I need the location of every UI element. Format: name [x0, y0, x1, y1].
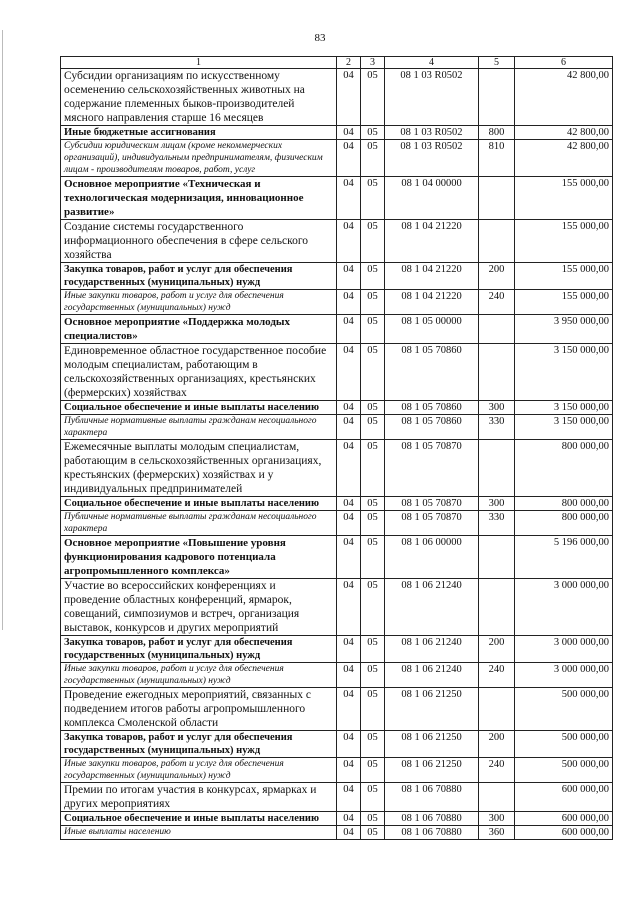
table-row: [61, 220, 613, 263]
row-subsection-cell: 05: [361, 344, 385, 401]
row-section-cell: 04: [337, 826, 361, 840]
row-target-code-cell: 08 1 03 R0502: [385, 140, 479, 177]
row-subsection-cell: 05: [361, 636, 385, 663]
row-amount-cell: 5 196 000,00: [515, 536, 613, 579]
row-subsection-cell: 05: [361, 812, 385, 826]
column-header: 3: [361, 57, 385, 69]
row-subsection-cell: 05: [361, 440, 385, 497]
row-target-code-cell: 08 1 06 00000: [385, 536, 479, 579]
row-amount-cell: 800 000,00: [515, 497, 613, 511]
row-target-code-cell: 08 1 06 21250: [385, 758, 479, 783]
row-name-cell: Проведение ежегодных мероприятий, связанных с подведением итогов работы агропромышленного комплекса Смоленской области: [61, 688, 337, 731]
row-name-cell: Иные закупки товаров, работ и услуг для обеспечения государственных (муниципальных) нужд: [61, 663, 337, 688]
row-amount-cell: 500 000,00: [515, 688, 613, 731]
row-target-code-cell: 08 1 05 70860: [385, 415, 479, 440]
row-amount-cell: 3 150 000,00: [515, 415, 613, 440]
row-name-cell: Создание системы государственного информационного обеспечения в сфере сельского хозяйства: [61, 220, 337, 263]
table-body: [61, 69, 613, 840]
row-expense-type-cell: 800: [479, 126, 515, 140]
table-row: [61, 826, 613, 840]
row-subsection-cell: 05: [361, 783, 385, 812]
row-name-cell: Субсидии юридическим лицам (кроме некоммерческих организаций), индивидуальным предпринимателям, физическим лицам - производителям товаров, работ, услуг: [61, 140, 337, 177]
row-name-cell: Иные закупки товаров, работ и услуг для обеспечения государственных (муниципальных) нужд: [61, 758, 337, 783]
column-header: 4: [385, 57, 479, 69]
row-section-cell: 04: [337, 536, 361, 579]
row-section-cell: 04: [337, 636, 361, 663]
row-target-code-cell: 08 1 05 70860: [385, 401, 479, 415]
row-target-code-cell: 08 1 06 21250: [385, 688, 479, 731]
row-subsection-cell: 05: [361, 826, 385, 840]
row-expense-type-cell: 240: [479, 290, 515, 315]
row-target-code-cell: 08 1 05 00000: [385, 315, 479, 344]
row-amount-cell: 42 800,00: [515, 69, 613, 126]
row-expense-type-cell: [479, 344, 515, 401]
row-amount-cell: 3 000 000,00: [515, 636, 613, 663]
page-number: 83: [314, 32, 326, 44]
page-edge-mark: [2, 30, 3, 630]
row-subsection-cell: 05: [361, 579, 385, 636]
row-expense-type-cell: [479, 69, 515, 126]
row-subsection-cell: 05: [361, 290, 385, 315]
row-name-cell: Закупка товаров, работ и услуг для обеспечения государственных (муниципальных) нужд: [61, 263, 337, 290]
row-amount-cell: 500 000,00: [515, 731, 613, 758]
row-expense-type-cell: 810: [479, 140, 515, 177]
row-section-cell: 04: [337, 177, 361, 220]
row-name-cell: Основное мероприятие «Поддержка молодых специалистов»: [61, 315, 337, 344]
row-subsection-cell: 05: [361, 177, 385, 220]
row-expense-type-cell: 200: [479, 731, 515, 758]
row-target-code-cell: 08 1 06 21240: [385, 636, 479, 663]
row-amount-cell: 155 000,00: [515, 263, 613, 290]
row-section-cell: 04: [337, 344, 361, 401]
table-row: [61, 401, 613, 415]
row-name-cell: Участие во всероссийских конференциях и проведение областных конференций, ярмарок, совещаний, симпозиумов и встреч, организация выставок, конкурсов и других мероприятий: [61, 579, 337, 636]
row-target-code-cell: 08 1 06 70880: [385, 812, 479, 826]
row-target-code-cell: 08 1 05 70860: [385, 344, 479, 401]
row-expense-type-cell: 330: [479, 415, 515, 440]
table-row: [61, 579, 613, 636]
row-target-code-cell: 08 1 05 70870: [385, 440, 479, 497]
row-amount-cell: 600 000,00: [515, 783, 613, 812]
row-section-cell: 04: [337, 69, 361, 126]
row-section-cell: 04: [337, 126, 361, 140]
row-amount-cell: 3 950 000,00: [515, 315, 613, 344]
row-subsection-cell: 05: [361, 415, 385, 440]
row-expense-type-cell: [479, 315, 515, 344]
row-section-cell: 04: [337, 440, 361, 497]
row-name-cell: Основное мероприятие «Повышение уровня функционирования кадрового потенциала агропромышленного комплекса»: [61, 536, 337, 579]
row-expense-type-cell: 240: [479, 758, 515, 783]
column-header: 5: [479, 57, 515, 69]
row-target-code-cell: 08 1 03 R0502: [385, 126, 479, 140]
row-name-cell: Закупка товаров, работ и услуг для обеспечения государственных (муниципальных) нужд: [61, 636, 337, 663]
row-subsection-cell: 05: [361, 315, 385, 344]
row-target-code-cell: 08 1 06 21250: [385, 731, 479, 758]
table-row: [61, 783, 613, 812]
row-section-cell: 04: [337, 663, 361, 688]
table-row: [61, 140, 613, 177]
table-row: [61, 731, 613, 758]
row-section-cell: 04: [337, 497, 361, 511]
row-section-cell: 04: [337, 783, 361, 812]
row-section-cell: 04: [337, 812, 361, 826]
row-section-cell: 04: [337, 415, 361, 440]
row-section-cell: 04: [337, 263, 361, 290]
row-expense-type-cell: 240: [479, 663, 515, 688]
row-subsection-cell: 05: [361, 663, 385, 688]
row-amount-cell: 155 000,00: [515, 220, 613, 263]
row-amount-cell: 3 000 000,00: [515, 663, 613, 688]
row-name-cell: Закупка товаров, работ и услуг для обеспечения государственных (муниципальных) нужд: [61, 731, 337, 758]
row-target-code-cell: 08 1 05 70870: [385, 511, 479, 536]
row-name-cell: Субсидии организациям по искусственному осеменению сельскохозяйственных животных на содержание племенных быков-производителей мясного направления старше 16 месяцев: [61, 69, 337, 126]
table-row: [61, 812, 613, 826]
column-header: 2: [337, 57, 361, 69]
table-row: [61, 126, 613, 140]
row-amount-cell: 42 800,00: [515, 126, 613, 140]
row-section-cell: 04: [337, 220, 361, 263]
row-name-cell: Социальное обеспечение и иные выплаты населению: [61, 401, 337, 415]
row-expense-type-cell: 300: [479, 812, 515, 826]
table-row: [61, 290, 613, 315]
row-subsection-cell: 05: [361, 511, 385, 536]
table-row: [61, 69, 613, 126]
row-subsection-cell: 05: [361, 140, 385, 177]
row-section-cell: 04: [337, 511, 361, 536]
column-header: 1: [61, 57, 337, 69]
row-expense-type-cell: [479, 688, 515, 731]
row-subsection-cell: 05: [361, 126, 385, 140]
row-name-cell: Публичные нормативные выплаты гражданам несоциального характера: [61, 511, 337, 536]
column-header: 6: [515, 57, 613, 69]
row-section-cell: 04: [337, 140, 361, 177]
row-subsection-cell: 05: [361, 220, 385, 263]
row-amount-cell: 155 000,00: [515, 177, 613, 220]
row-expense-type-cell: 330: [479, 511, 515, 536]
row-subsection-cell: 05: [361, 731, 385, 758]
row-amount-cell: 600 000,00: [515, 812, 613, 826]
row-name-cell: Социальное обеспечение и иные выплаты населению: [61, 812, 337, 826]
row-target-code-cell: 08 1 06 70880: [385, 826, 479, 840]
row-amount-cell: 3 150 000,00: [515, 401, 613, 415]
row-section-cell: 04: [337, 290, 361, 315]
row-section-cell: 04: [337, 315, 361, 344]
row-subsection-cell: 05: [361, 497, 385, 511]
row-target-code-cell: 08 1 06 21240: [385, 663, 479, 688]
row-section-cell: 04: [337, 731, 361, 758]
row-expense-type-cell: 300: [479, 497, 515, 511]
row-name-cell: Иные бюджетные ассигнования: [61, 126, 337, 140]
row-expense-type-cell: [479, 536, 515, 579]
row-name-cell: Иные закупки товаров, работ и услуг для обеспечения государственных (муниципальных) нужд: [61, 290, 337, 315]
row-expense-type-cell: [479, 783, 515, 812]
table-row: [61, 758, 613, 783]
row-expense-type-cell: [479, 177, 515, 220]
row-section-cell: 04: [337, 401, 361, 415]
table-row: [61, 440, 613, 497]
table-row: [61, 511, 613, 536]
row-target-code-cell: 08 1 04 21220: [385, 263, 479, 290]
row-name-cell: Социальное обеспечение и иные выплаты населению: [61, 497, 337, 511]
row-subsection-cell: 05: [361, 401, 385, 415]
table-row: [61, 177, 613, 220]
row-name-cell: Публичные нормативные выплаты гражданам несоциального характера: [61, 415, 337, 440]
row-section-cell: 04: [337, 579, 361, 636]
row-target-code-cell: 08 1 04 21220: [385, 220, 479, 263]
table-row: [61, 688, 613, 731]
row-name-cell: Единовременное областное государственное пособие молодым специалистам, работающим в сельскохозяйственных организациях, крестьянских (фермерских) хозяйствах: [61, 344, 337, 401]
row-amount-cell: 800 000,00: [515, 511, 613, 536]
row-section-cell: 04: [337, 758, 361, 783]
row-amount-cell: 155 000,00: [515, 290, 613, 315]
row-amount-cell: 3 150 000,00: [515, 344, 613, 401]
row-amount-cell: 42 800,00: [515, 140, 613, 177]
row-subsection-cell: 05: [361, 263, 385, 290]
row-expense-type-cell: 360: [479, 826, 515, 840]
row-expense-type-cell: 200: [479, 636, 515, 663]
table-row: [61, 536, 613, 579]
row-expense-type-cell: [479, 220, 515, 263]
row-target-code-cell: 08 1 04 21220: [385, 290, 479, 315]
row-target-code-cell: 08 1 05 70870: [385, 497, 479, 511]
table-row: [61, 663, 613, 688]
row-amount-cell: 800 000,00: [515, 440, 613, 497]
row-subsection-cell: 05: [361, 69, 385, 126]
row-expense-type-cell: [479, 579, 515, 636]
table-row: [61, 415, 613, 440]
row-expense-type-cell: 300: [479, 401, 515, 415]
table-row: [61, 344, 613, 401]
table-row: [61, 315, 613, 344]
row-amount-cell: 600 000,00: [515, 826, 613, 840]
row-target-code-cell: 08 1 03 R0502: [385, 69, 479, 126]
budget-table: [60, 56, 613, 840]
row-amount-cell: 500 000,00: [515, 758, 613, 783]
row-name-cell: Премии по итогам участия в конкурсах, ярмарках и других мероприятиях: [61, 783, 337, 812]
table-header-row: [61, 57, 613, 69]
row-target-code-cell: 08 1 06 21240: [385, 579, 479, 636]
table-row: [61, 263, 613, 290]
table-row: [61, 636, 613, 663]
row-section-cell: 04: [337, 688, 361, 731]
row-subsection-cell: 05: [361, 536, 385, 579]
row-target-code-cell: 08 1 06 70880: [385, 783, 479, 812]
row-target-code-cell: 08 1 04 00000: [385, 177, 479, 220]
row-subsection-cell: 05: [361, 688, 385, 731]
row-subsection-cell: 05: [361, 758, 385, 783]
row-amount-cell: 3 000 000,00: [515, 579, 613, 636]
row-name-cell: Иные выплаты населению: [61, 826, 337, 840]
table-row: [61, 497, 613, 511]
row-expense-type-cell: 200: [479, 263, 515, 290]
row-name-cell: Ежемесячные выплаты молодым специалистам, работающим в сельскохозяйственных организациях, крестьянских (фермерских) хозяйствах и у индивидуальных предпринимателей: [61, 440, 337, 497]
row-expense-type-cell: [479, 440, 515, 497]
row-name-cell: Основное мероприятие «Техническая и технологическая модернизация, инновационное развитие»: [61, 177, 337, 220]
